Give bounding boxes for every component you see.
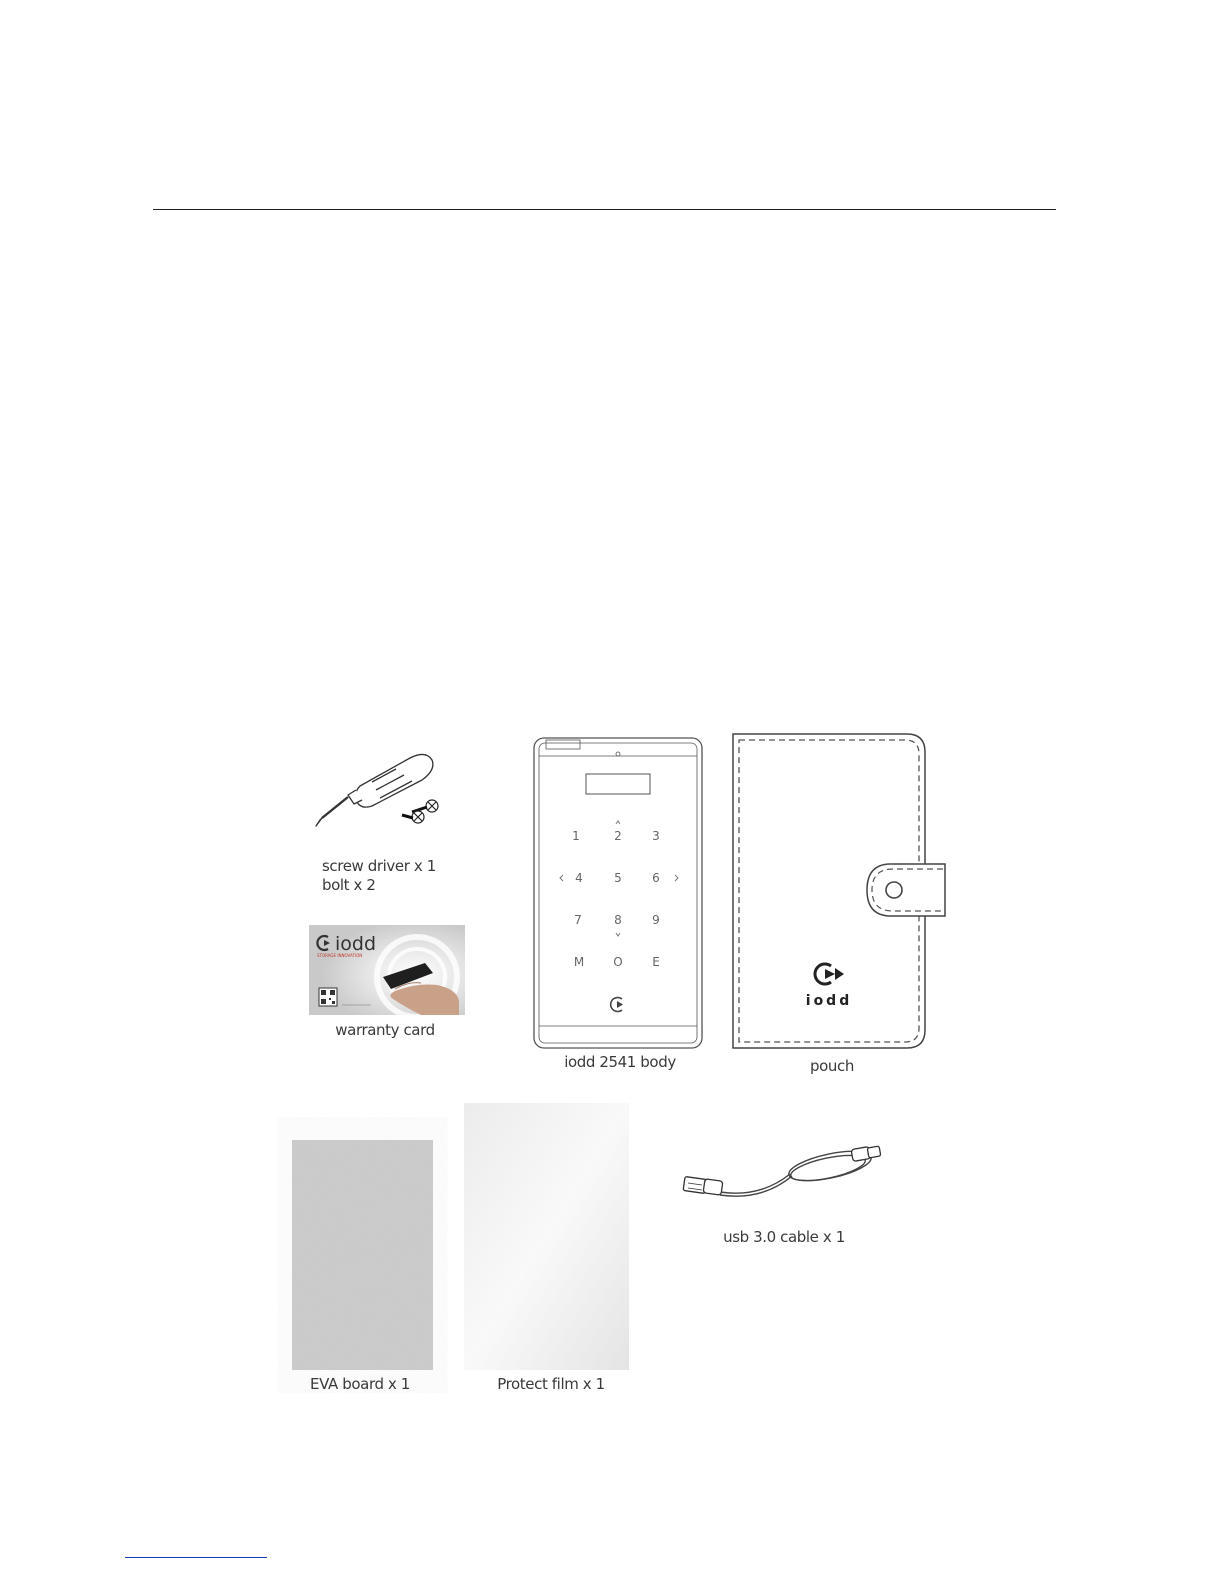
screwdriver-illustration xyxy=(300,740,460,840)
key-m: M xyxy=(573,955,585,969)
screwdriver-caption: screw driver x 1 xyxy=(322,857,436,875)
usb-micro-plug-icon xyxy=(851,1146,881,1161)
bolt-caption: bolt x 2 xyxy=(322,876,376,894)
protect-film-image xyxy=(464,1103,629,1370)
key-7: 7 xyxy=(574,913,582,927)
eva-caption: EVA board x 1 xyxy=(310,1375,410,1393)
key-3: 3 xyxy=(652,829,660,843)
usb-plug-icon xyxy=(683,1177,723,1196)
key-e: E xyxy=(652,955,660,969)
warranty-logo-text: iodd xyxy=(335,933,377,955)
device-body-illustration xyxy=(532,736,704,1050)
pouch-caption: pouch xyxy=(810,1057,854,1075)
bolt-icon xyxy=(402,800,438,823)
eva-board-image xyxy=(292,1140,433,1370)
key-8: 8 xyxy=(614,913,622,927)
header-rule xyxy=(153,209,1056,210)
key-9: 9 xyxy=(652,913,660,927)
usb-cable-illustration xyxy=(680,1140,884,1204)
warranty-card-image xyxy=(309,925,465,1015)
cable-caption: usb 3.0 cable x 1 xyxy=(723,1228,845,1246)
key-6: 6 xyxy=(652,871,660,885)
iodd-logo-icon xyxy=(611,998,623,1012)
footnote-rule xyxy=(125,1557,267,1558)
key-2: 2 xyxy=(614,829,622,843)
key-5: 5 xyxy=(614,871,622,885)
key-1: 1 xyxy=(572,829,580,843)
key-o: O xyxy=(613,955,623,969)
warranty-sub-text: STORAGE INNOVATION xyxy=(317,953,363,958)
pouch-illustration xyxy=(731,732,949,1050)
warranty-caption: warranty card xyxy=(335,1021,435,1039)
key-4: 4 xyxy=(575,871,583,885)
body-caption: iodd 2541 body xyxy=(564,1053,676,1071)
pouch-brand-text: iodd xyxy=(805,993,853,1009)
film-caption: Protect film x 1 xyxy=(497,1375,605,1393)
snap-button-icon xyxy=(886,882,902,898)
